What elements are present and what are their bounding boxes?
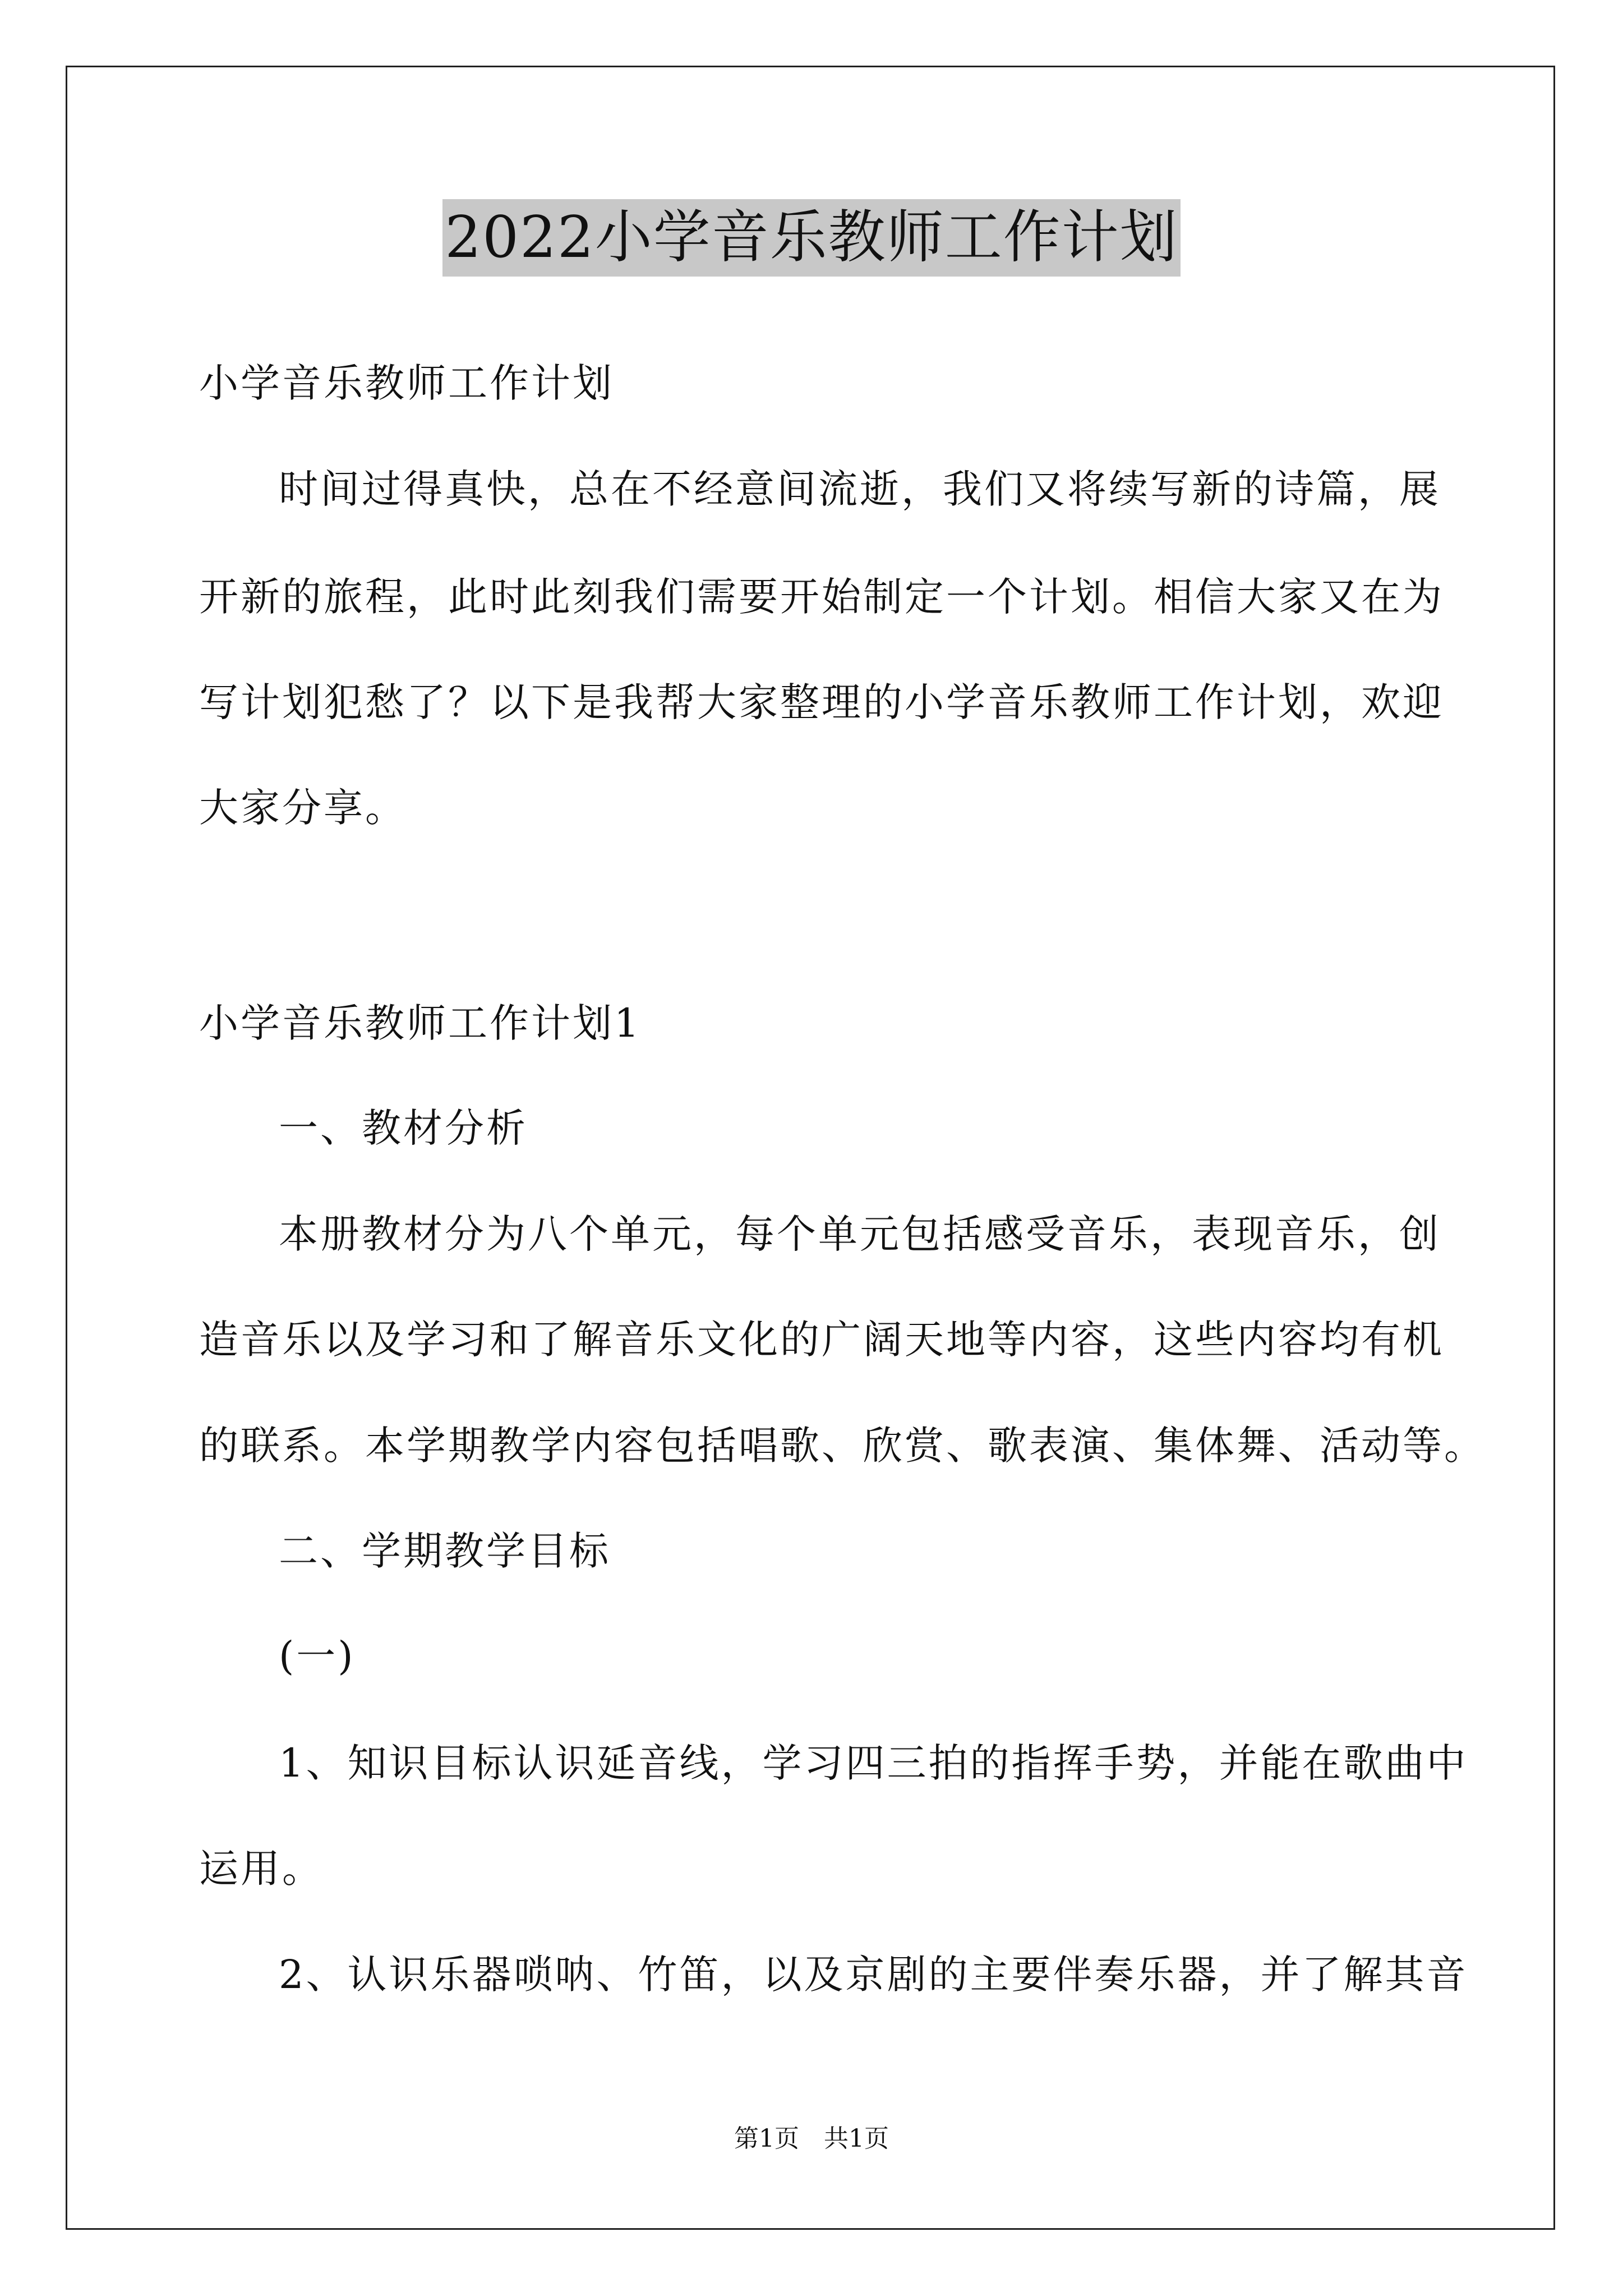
intro-line-2: 开新的旅程，此时此刻我们需要开始制定一个计划。相信大家又在为 (199, 574, 1444, 620)
sub-heading: (一) (279, 1633, 356, 1679)
document-title[interactable]: 2022小学音乐教师工作计划 (442, 199, 1181, 277)
heading-semester-goals: 二、学期教学目标 (279, 1528, 611, 1574)
section-title: 小学音乐教师工作计划1 (199, 1000, 642, 1046)
item-1-line-1: 1、知识目标认识延音线，学习四三拍的指挥手势，并能在歌曲中 (279, 1740, 1468, 1786)
item-2-line-1: 2、认识乐器唢呐、竹笛，以及京剧的主要伴奏乐器，并了解其音 (279, 1952, 1468, 1998)
heading-materials-analysis: 一、教材分析 (279, 1105, 528, 1151)
page-number-footer: 第1页 共1页 (734, 2124, 889, 2153)
para-1-line-1: 本册教材分为八个单元，每个单元包括感受音乐，表现音乐，创 (279, 1211, 1441, 1257)
para-1-line-3: 的联系。本学期教学内容包括唱歌、欣赏、歌表演、集体舞、活动等。 (199, 1423, 1486, 1469)
intro-line-3: 写计划犯愁了？以下是我帮大家整理的小学音乐教师工作计划，欢迎 (199, 679, 1444, 725)
item-1-line-2: 运用。 (199, 1846, 324, 1892)
document-subtitle: 小学音乐教师工作计划 (199, 360, 614, 406)
intro-line-4: 大家分享。 (199, 785, 407, 831)
title-container (0, 199, 1623, 277)
para-1-line-2: 造音乐以及学习和了解音乐文化的广阔天地等内容，这些内容均有机 (199, 1317, 1444, 1363)
intro-line-1: 时间过得真快，总在不经意间流逝，我们又将续写新的诗篇，展 (279, 466, 1441, 512)
